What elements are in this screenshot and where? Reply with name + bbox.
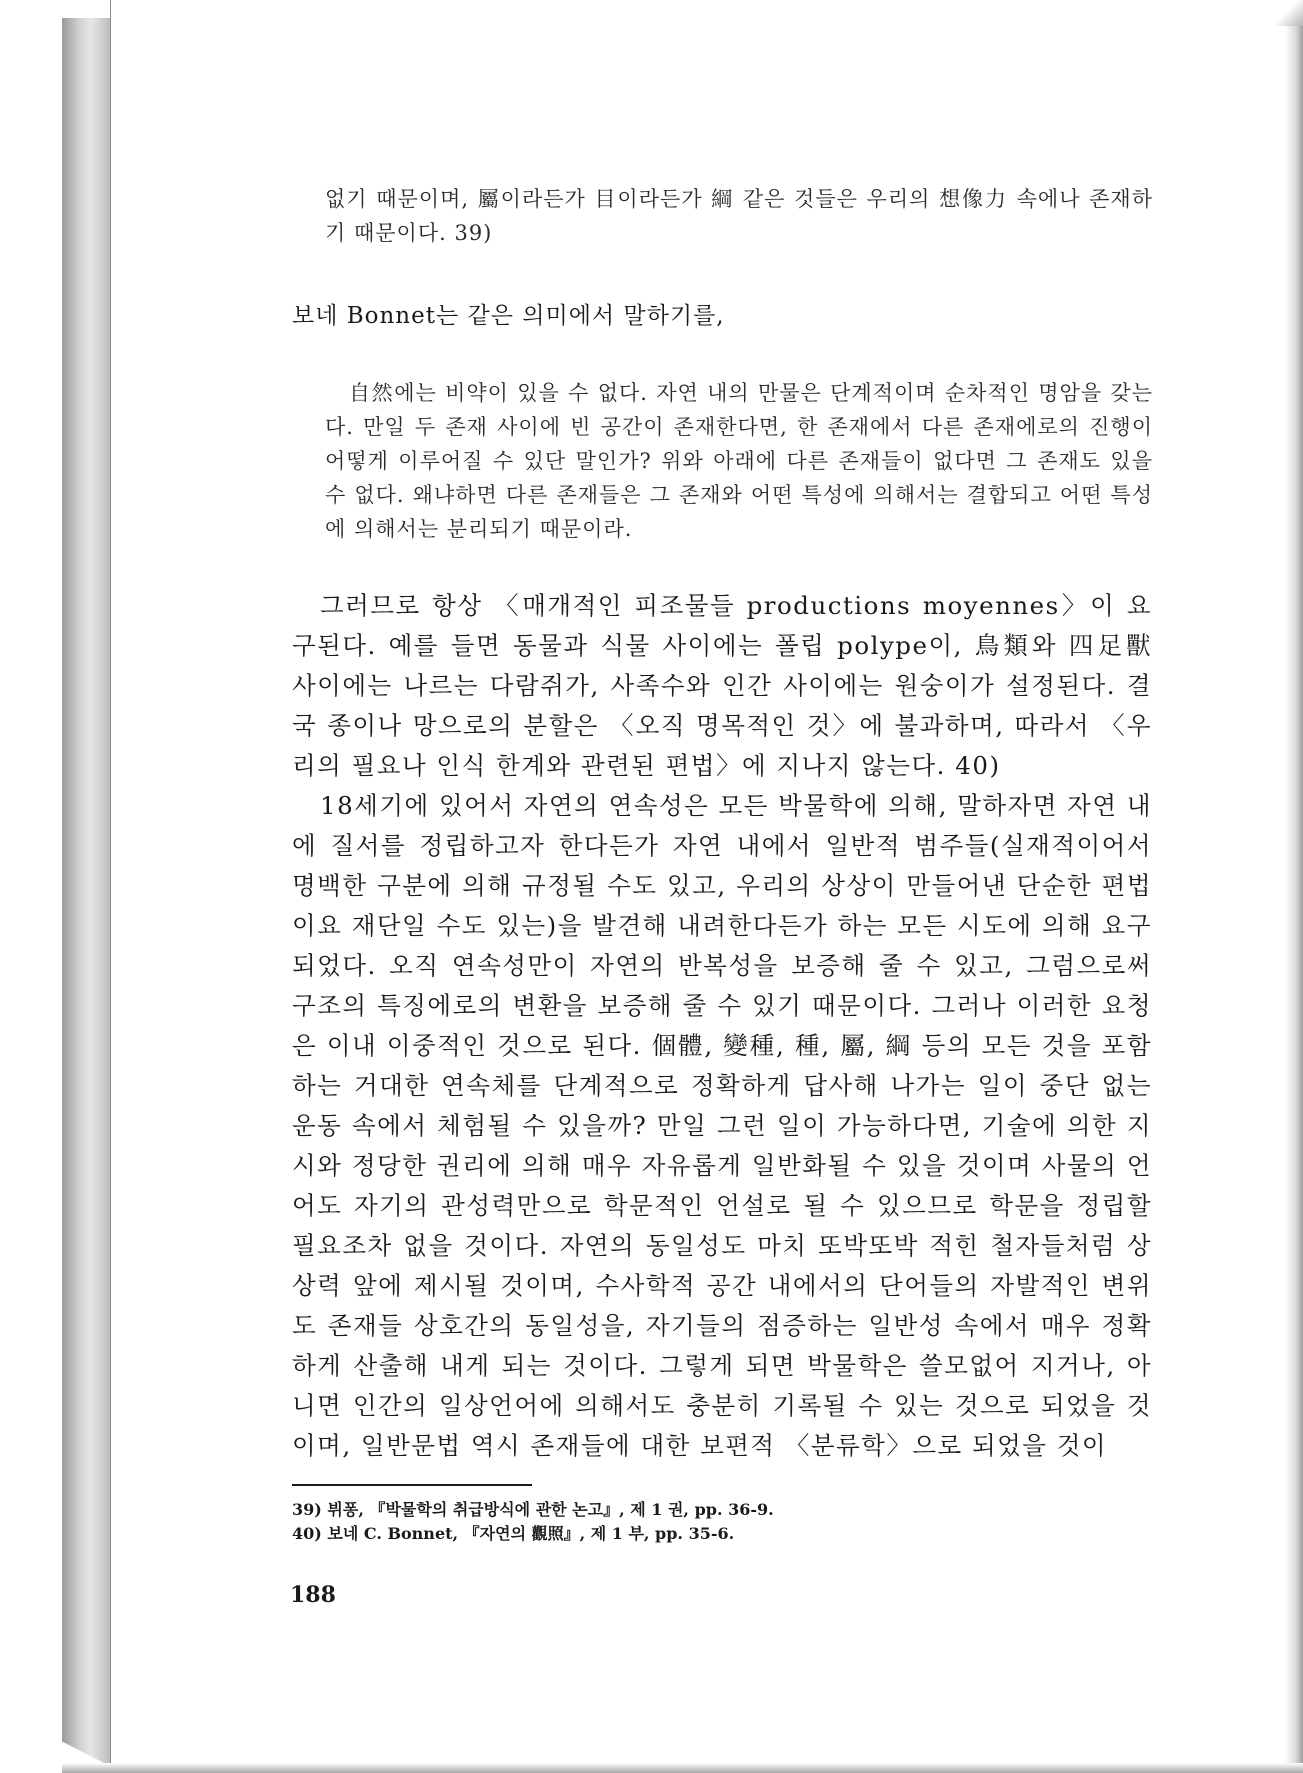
page-corner: [1273, 0, 1303, 26]
page-number: 188: [290, 1582, 336, 1608]
paragraph: 그러므로 항상 〈매개적인 피조물들 productions moyennes〉이 요구된다. 예를 들면 동물과 식물 사이에는 폴립 polype이, 鳥類와 四足獸 사이에는 나르는 다람쥐가, 사족수와 인간 사이에는 원숭이가 설정된다. 결국 종이나 망으로의 분할은 〈오직 명목적인 것〉에 불과하며, 따라서 〈우리의 필요나 인식 한계와 관련된 편법〉에 지나지 않는다. 40): [292, 591, 1152, 780]
footnotes: [292, 1498, 1152, 1546]
footnote-divider: [292, 1484, 532, 1486]
paragraph: 18세기에 있어서 자연의 연속성은 모든 박물학에 의해, 말하자면 자연 내에 질서를 정립하고자 한다든가 자연 내에서 일반적 범주들(실재적이어서 명백한 구분에 의해 규정될 수도 있고, 우리의 상상이 만들어낸 단순한 편법이요 재단일 수도 있는)을 발견해 내려한다든가 하는 모든 시도에 의해 요구되었다. 오직 연속성만이 자연의 반복성을 보증해 줄 수 있고, 그럼으로써 구조의 특징에로의 변환을 보증해 줄 수 있기 때문이다. 그러나 이러한 요청은 이내 이중적인 것으로 된다. 個體, 變種, 種, 屬, 綱 등의 모든 것을 포함하는 거대한 연속체를 단계적으로 정확하게 답사해 나가는 일이 중단 없는 운동 속에서 체험될 수 있을까? 만일 그런 일이 가능하다면, 기술에 의한 지시와 정당한 권리에 의해 매우 자유롭게 일반화될 수 있을 것이며 사물의 언어도 자기의 관성력만으로 학문적인 언설로 될 수 있으므로 학문을 정립할 필요조차 없을 것이다. 자연의 동일성도 마치 또박또박 적힌 철자들처럼 상상력 앞에 제시될 것이며, 수사학적 공간 내에서의 단어들의 자발적인 변위도 존재들 상호간의 동일성을, 자기들의 점증하는 일반성 속에서 매우 정확하게 산출해 내게 되는 것이다. 그렇게 되면 박물학은 쓸모없어 지거나, 아니면 인간의 일상언어에 의해서도 충분히 기록될 수 있는 것으로 되었을 것이며, 일반문법 역시 존재들에 대한 보편적 〈분류학〉으로 되었을 것이: [292, 791, 1152, 1460]
book-spine: [62, 18, 110, 1766]
page-content: [292, 182, 1152, 1546]
body-text: [292, 586, 1152, 1466]
footnote-39: 39) 뷔퐁, 『박물학의 취급방식에 관한 논고』, 제 1 권, pp. 36-9.: [292, 1500, 774, 1519]
page-bottom-edge: [62, 1763, 1303, 1773]
intro-line: 보네 Bonnet는 같은 의미에서 말하기를,: [292, 303, 725, 329]
block-quote-bonnet: 自然에는 비약이 있을 수 없다. 자연 내의 만물은 단계적이며 순차적인 명암을 갖는다. 만일 두 존재 사이에 빈 공간이 존재한다면, 한 존재에서 다른 존재에로의 진행이 어떻게 이루어질 수 있단 말인가? 위와 아래에 다른 존재들이 없다면 그 존재도 있을 수 없다. 왜냐하면 다른 존재들은 그 존재와 어떤 특성에 의해서는 결합되고 어떤 특성에 의해서는 분리되기 때문이라.: [325, 381, 1153, 541]
block-quote-continued: 없기 때문이며, 屬이라든가 目이라든가 綱 같은 것들은 우리의 想像力 속에나 존재하기 때문이다. 39): [325, 187, 1153, 245]
page-right-edge: [1285, 0, 1303, 1773]
footnote-40: 40) 보네 C. Bonnet, 『자연의 觀照』, 제 1 부, pp. 35-6.: [292, 1524, 735, 1543]
